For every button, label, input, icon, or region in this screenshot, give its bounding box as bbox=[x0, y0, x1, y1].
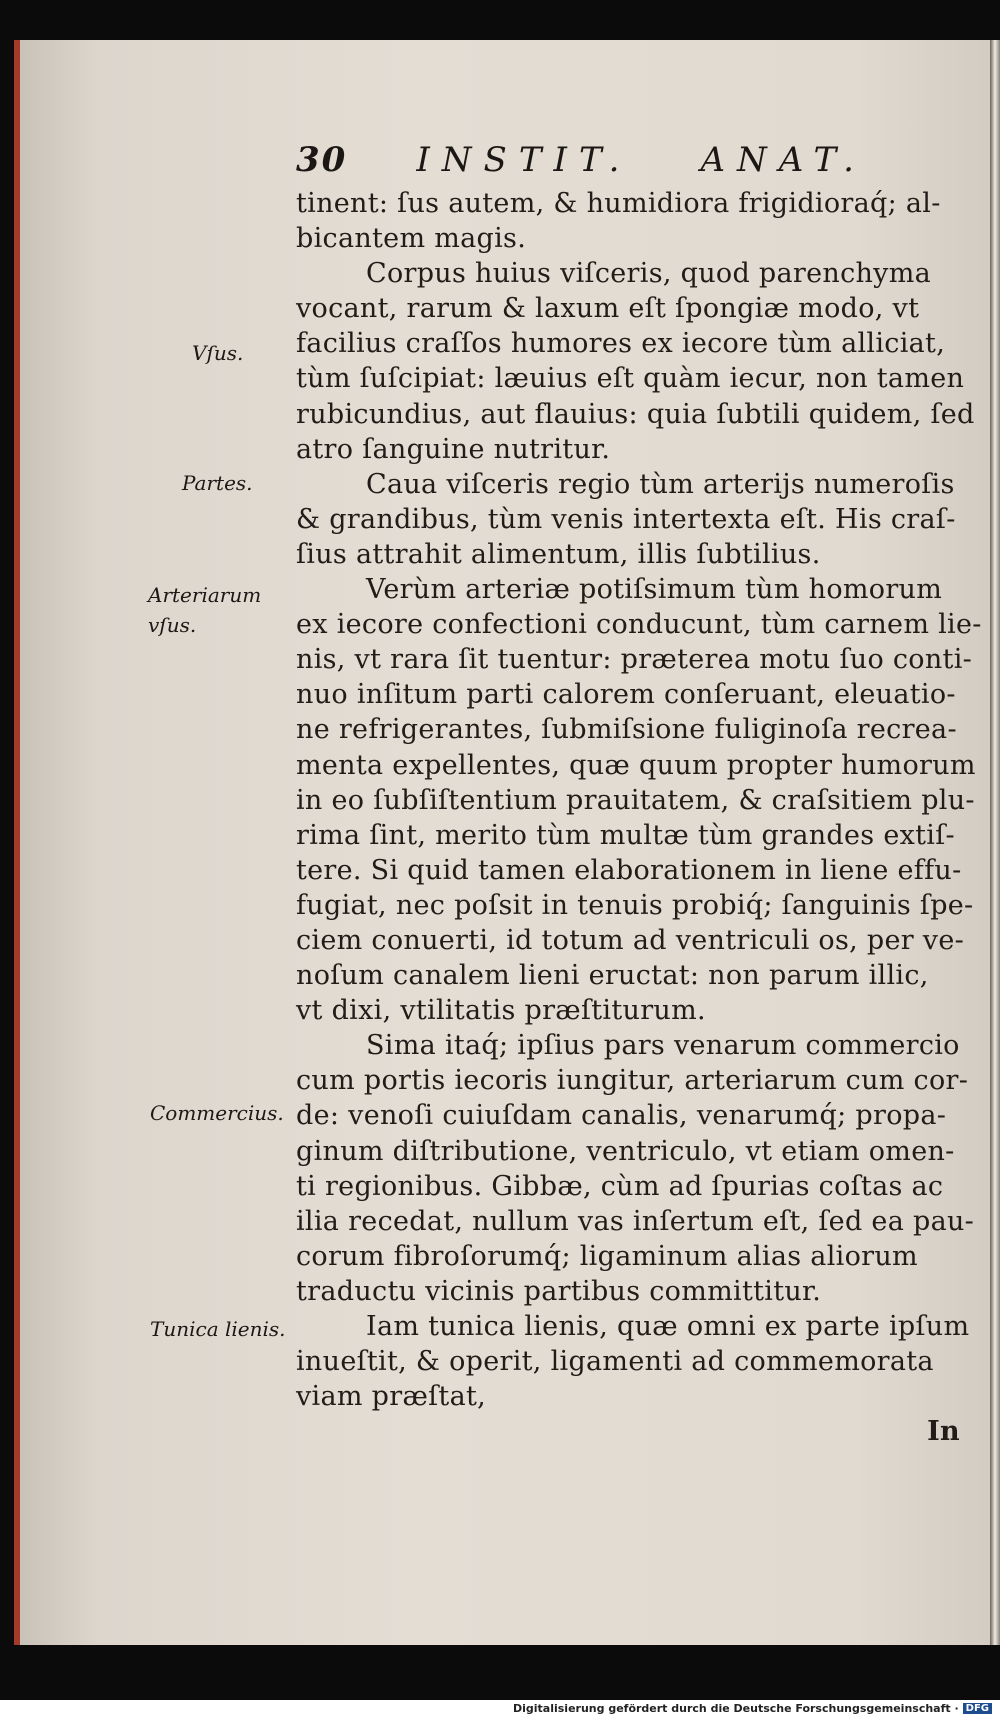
dfg-logo: DFG bbox=[963, 1703, 992, 1714]
running-title-right: ANAT. bbox=[700, 140, 866, 180]
text-line: Verùm arteriæ potiſsimum tùm homorum bbox=[366, 574, 943, 606]
text-line: corum fibroſorumq́; ligaminum alias aliorum bbox=[296, 1240, 918, 1272]
text-line: inueſtit, & operit, ligamenti ad commemorata bbox=[296, 1346, 934, 1378]
running-title-left: INSTIT. bbox=[416, 140, 632, 180]
margin-note-usus-2: vſus. bbox=[148, 613, 197, 637]
text-line: bicantem magis. bbox=[296, 223, 527, 255]
text-line: nuo inſitum parti calorem conſeruant, eleuatio‑ bbox=[296, 679, 956, 711]
credit-text: Digitalisierung gefördert durch die Deutsche Forschungsgemeinschaft · bbox=[512, 1702, 959, 1715]
text-line: ginum diſtributione, ventriculo, vt etiam omen‑ bbox=[296, 1135, 955, 1167]
page-fore-edge bbox=[990, 40, 1000, 1645]
text-line: Caua viſceris regio tùm arterijs numeroſis bbox=[366, 468, 955, 500]
text-line: vocant, rarum & laxum eſt ſpongiæ modo, vt bbox=[296, 293, 920, 325]
body-text bbox=[296, 186, 982, 1449]
text-line: ſius attrahit alimentum, illis ſubtilius. bbox=[296, 538, 821, 570]
text-line: ti regionibus. Gibbæ, cùm ad ſpurias coſtas ac bbox=[296, 1170, 944, 1202]
text-line: Iam tunica lienis, quæ omni ex parte ipſum bbox=[366, 1311, 970, 1342]
catchword: In bbox=[927, 1416, 960, 1448]
page-number: 30 bbox=[296, 140, 348, 180]
margin-note-partes: Partes. bbox=[182, 471, 253, 495]
text-line: tùm ſuſcipiat: læuius eſt quàm iecur, non tamen bbox=[296, 363, 965, 395]
text-line: tere. Si quid tamen elaborationem in liene effu‑ bbox=[296, 854, 962, 886]
text-line: ex iecore confectioni conducunt, tùm carnem lie‑ bbox=[296, 609, 982, 641]
text-line: fugiat, nec poſsit in tenuis probiq́; ſanguinis ſpe‑ bbox=[296, 889, 974, 921]
text-line: ne refrigerantes, ſubmiſsione fuliginoſa recrea‑ bbox=[296, 714, 957, 746]
text-line: ilia recedat, nullum vas inſertum eſt, ſed ea pau‑ bbox=[296, 1205, 975, 1237]
text-line: ciem conuerti, id totum ad ventriculi os, per ve‑ bbox=[296, 924, 965, 956]
text-line: rubicundius, aut flauius: quia ſubtili quidem, ſed bbox=[296, 398, 975, 430]
text-line: noſum canalem lieni eructat: non parum illic, bbox=[296, 960, 929, 992]
digitization-credit bbox=[0, 1700, 1000, 1717]
text-line: in eo ſubſiſtentium prauitatem, & craſsitiem plu‑ bbox=[296, 784, 975, 816]
margin-note-arteriarum: Arteriarum bbox=[148, 583, 262, 607]
margin-note-usus: Vſus. bbox=[192, 341, 244, 365]
text-line: facilius craſſos humores ex iecore tùm alliciat, bbox=[296, 328, 946, 360]
text-line: viam præſtat, bbox=[296, 1381, 487, 1413]
text-line: vt dixi, vtilitatis præſtiturum. bbox=[296, 995, 706, 1027]
text-line: & grandibus, tùm venis intertexta eſt. His craſ‑ bbox=[296, 503, 956, 535]
text-line: nis, vt rara ſit tuentur: præterea motu ſuo conti‑ bbox=[296, 644, 973, 676]
text-line: Corpus huius viſceris, quod parenchyma bbox=[366, 258, 932, 290]
running-head bbox=[296, 140, 866, 180]
margin-note-tunica-lienis: Tunica lienis. bbox=[150, 1317, 286, 1341]
margin-note-commercius: Commercius. bbox=[150, 1101, 284, 1125]
text-line: cum portis iecoris iungitur, arteriarum cum cor‑ bbox=[296, 1065, 969, 1097]
text-line: atro ſanguine nutritur. bbox=[296, 433, 611, 465]
text-line: tinent: ſus autem, & humidiora frigidioraq́; al‑ bbox=[296, 188, 941, 219]
text-line: traductu vicinis partibus committitur. bbox=[296, 1275, 822, 1307]
text-line: de: venoſi cuiuſdam canalis, venarumq́; propa‑ bbox=[296, 1100, 947, 1132]
text-line: rima ſint, merito tùm multæ tùm grandes extiſ‑ bbox=[296, 819, 955, 851]
text-line: Sima itaq́; ipſius pars venarum commercio bbox=[366, 1030, 960, 1062]
text-line: menta expellentes, quæ quum propter humorum bbox=[296, 749, 976, 781]
